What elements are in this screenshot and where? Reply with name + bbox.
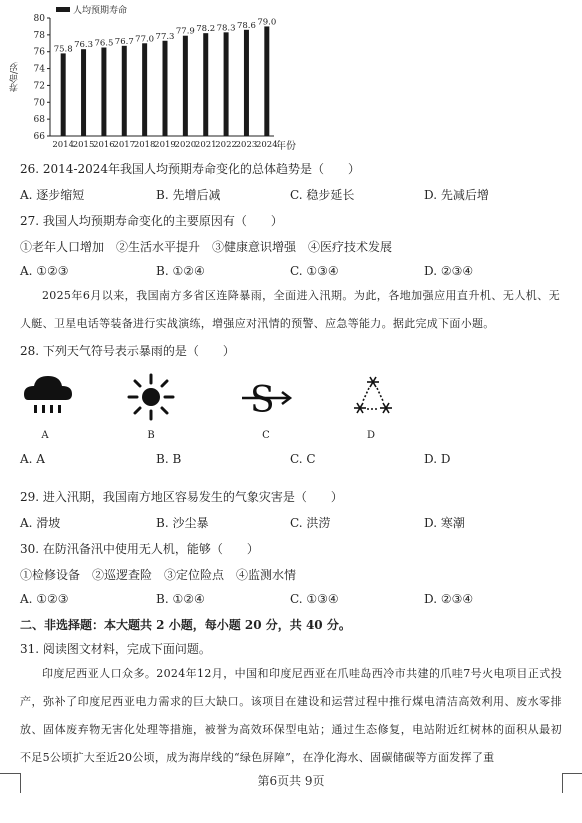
q28-option-a[interactable]: A. A bbox=[20, 452, 45, 466]
q27-option-b[interactable]: B. ①②④ bbox=[156, 264, 205, 278]
q29-option-b[interactable]: B. 沙尘暴 bbox=[156, 516, 209, 530]
section-two-heading: 二、非选择题：本大题共 2 小题，每小题 20 分，共 40 分。 bbox=[20, 618, 351, 632]
x-tick-label: 2024 bbox=[255, 140, 278, 150]
bar-2022 bbox=[224, 32, 229, 136]
y-axis-label: 寿命/岁 bbox=[10, 62, 20, 93]
y-tick-label: 74 bbox=[33, 64, 45, 75]
q28-option-d[interactable]: D. D bbox=[424, 452, 451, 466]
bar-2016 bbox=[101, 48, 106, 137]
q26-option-a[interactable]: A. 逐步缩短 bbox=[20, 188, 85, 202]
rainstorm-symbol-icon bbox=[22, 372, 74, 422]
y-tick-label: 80 bbox=[33, 14, 45, 24]
q30-option-d[interactable]: D. ②③④ bbox=[424, 592, 474, 606]
legend-swatch bbox=[56, 7, 70, 12]
q30-option-a[interactable]: A. ①②③ bbox=[20, 592, 69, 606]
y-tick-label: 70 bbox=[33, 98, 45, 109]
flood-intro-paragraph: 2025年6月以来，我国南方多省区连降暴雨，全面进入汛期。为此，各地加强应用直升机、无人机、无人艇、卫星电话等装备进行实战演练，增强应对汛情的预警、应急等能力。据此完成下面小题。 bbox=[20, 289, 560, 330]
snow-symbol-icon bbox=[348, 372, 398, 422]
q31-stem: 31. 阅读图文材料，完成下面问题。 bbox=[20, 642, 211, 656]
bar-value-label: 79.0 bbox=[257, 17, 277, 28]
bar-value-label: 76.3 bbox=[74, 40, 94, 51]
x-tick-label: 2016 bbox=[93, 140, 115, 150]
symbol-label-b: B bbox=[147, 430, 155, 441]
bar-value-label: 78.6 bbox=[236, 20, 256, 31]
chart-legend bbox=[56, 3, 127, 15]
q30-stem: 30. 在防汛备汛中使用无人机，能够（ ） bbox=[20, 542, 259, 556]
svg-text:S: S bbox=[250, 380, 275, 421]
q27-items: ①老年人口增加 ②生活水平提升 ③健康意识增强 ④医疗技术发展 bbox=[20, 240, 393, 254]
q29-option-a[interactable]: A. 滑坡 bbox=[20, 516, 61, 530]
page-number-footer: 第6页共 9页 bbox=[257, 774, 325, 788]
q29-option-c[interactable]: C. 洪涝 bbox=[290, 516, 331, 530]
bar-2017 bbox=[122, 46, 127, 136]
bar-2019 bbox=[163, 41, 168, 136]
bar-value-label: 77.3 bbox=[155, 31, 175, 42]
bar-value-label: 77.9 bbox=[175, 26, 195, 37]
bar-2024 bbox=[264, 26, 269, 136]
q27-option-c[interactable]: C. ①③④ bbox=[290, 264, 339, 278]
symbol-label-c: C bbox=[262, 430, 270, 441]
symbol-label-a: A bbox=[41, 430, 49, 441]
x-tick-label: 2017 bbox=[113, 140, 136, 150]
legend-label: 人均预期寿命 bbox=[73, 5, 128, 16]
q26-option-d[interactable]: D. 先减后增 bbox=[424, 188, 489, 202]
bar-value-label: 78.3 bbox=[216, 23, 236, 34]
symbol-label-d: D bbox=[366, 430, 376, 441]
bar-2015 bbox=[81, 49, 86, 136]
x-axis-label: 年份 bbox=[276, 141, 296, 152]
bar-value-label: 76.5 bbox=[94, 38, 114, 49]
x-tick-label: 2021 bbox=[194, 140, 217, 150]
q28-option-c[interactable]: C. C bbox=[290, 452, 316, 466]
bar-2014 bbox=[61, 53, 66, 136]
q31-material-paragraph: 印度尼西亚人口众多。2024年12月，中国和印度尼西亚在爪哇岛西冷市共建的爪哇7号火电项目正式投产，弥补了印度尼西亚电力需求的巨大缺口。该项目在建设和运营过程中推行煤电清洁高效利用、废水零排放、固体废弃物无害化处理等措施，被誉为高效环保型电站；通过生态修复，电站附近红树林的面积从最初不足5公顷扩大至近20公顷，成为海岸线的“绿色屏障”，在净化海水、固碳储碳等方面发挥了重 bbox=[20, 667, 562, 764]
q29-stem: 29. 进入汛期，我国南方地区容易发生的气象灾害是（ ） bbox=[20, 490, 343, 504]
x-tick-label: 2015 bbox=[72, 140, 95, 150]
bar-value-label: 76.7 bbox=[114, 36, 134, 47]
q26-option-b[interactable]: B. 先增后减 bbox=[156, 188, 221, 202]
y-tick-label: 68 bbox=[33, 115, 45, 126]
y-tick-label: 72 bbox=[33, 81, 45, 92]
q30-items: ①检修设备 ②巡逻查险 ③定位险点 ④监测水情 bbox=[20, 568, 297, 582]
x-tick-label: 2020 bbox=[174, 140, 197, 150]
y-tick-label: 66 bbox=[33, 132, 45, 142]
bar-value-label: 75.8 bbox=[53, 44, 73, 55]
q30-option-b[interactable]: B. ①②④ bbox=[156, 592, 205, 606]
bar-2021 bbox=[203, 33, 208, 136]
q30-option-c[interactable]: C. ①③④ bbox=[290, 592, 339, 606]
bar-2023 bbox=[244, 30, 249, 136]
q27-option-a[interactable]: A. ①②③ bbox=[20, 264, 69, 278]
bar-2020 bbox=[183, 36, 188, 136]
q26-option-c[interactable]: C. 稳步延长 bbox=[290, 188, 355, 202]
bar-value-label: 77.0 bbox=[135, 34, 155, 45]
q29-option-d[interactable]: D. 寒潮 bbox=[424, 516, 465, 530]
x-tick-label: 2023 bbox=[235, 140, 258, 150]
y-tick-label: 78 bbox=[33, 30, 45, 41]
q28-stem: 28. 下列天气符号表示暴雨的是（ ） bbox=[20, 344, 235, 358]
bar-value-label: 78.2 bbox=[196, 24, 216, 35]
x-tick-label: 2018 bbox=[133, 140, 156, 150]
q28-option-b[interactable]: B. B bbox=[156, 452, 182, 466]
q26-stem: 26. 2014-2024年我国人均预期寿命变化的总体趋势是（ ） bbox=[20, 162, 361, 176]
x-tick-label: 2022 bbox=[215, 140, 237, 150]
x-tick-label: 2019 bbox=[154, 140, 176, 150]
q27-option-d[interactable]: D. ②③④ bbox=[424, 264, 474, 278]
q27-stem: 27. 我国人均预期寿命变化的主要原因有（ ） bbox=[20, 214, 283, 228]
sandstorm-symbol-icon bbox=[240, 372, 294, 422]
bar-2018 bbox=[142, 43, 147, 136]
y-tick-label: 76 bbox=[33, 47, 45, 58]
life-expectancy-chart bbox=[0, 0, 582, 160]
sunny-symbol-icon bbox=[126, 372, 176, 422]
x-tick-label: 2014 bbox=[52, 140, 75, 150]
